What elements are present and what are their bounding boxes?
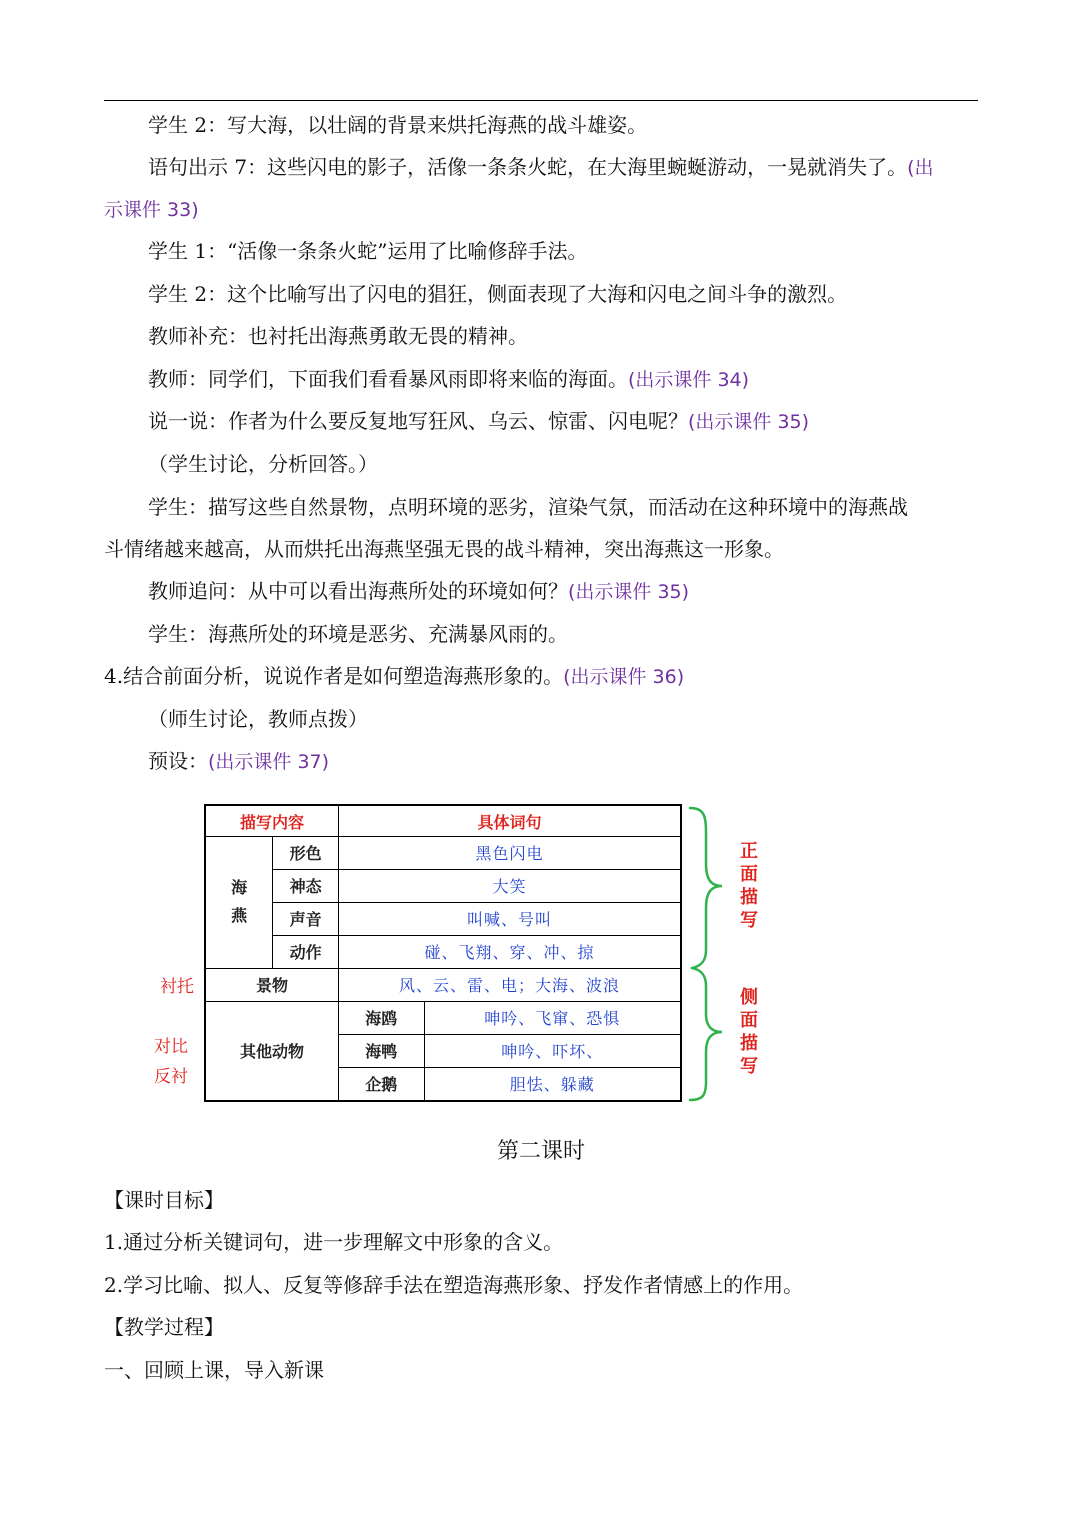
paragraph-2: [104, 154, 978, 181]
paragraph-7: [104, 408, 978, 435]
courseware-ref: (出示课件 36): [563, 666, 685, 688]
process-heading: 【教学过程】: [104, 1315, 224, 1339]
paragraph-text: 学生：描写这些自然景物，点明环境的恶劣，渲染气氛，而活动在这种环境中的海燕战: [148, 495, 908, 519]
brace-icon: [688, 802, 728, 1108]
paragraph-text: 教师追问：从中可以看出海燕所处的环境如何？: [148, 579, 568, 603]
row-label: 动作: [273, 935, 339, 968]
paragraph-2-cont: [104, 196, 978, 223]
paragraph-6: [104, 366, 978, 393]
lesson-goal-heading: 【课时目标】: [104, 1188, 224, 1212]
paragraph-3: [104, 238, 978, 264]
paragraph-11: [104, 621, 978, 647]
step-1-heading: 一、回顾上课，导入新课: [104, 1358, 324, 1382]
header-content: 描写内容: [205, 805, 338, 837]
goal-2: 2.学习比喻、拟人、反复等修辞手法在塑造海燕形象、抒发作者情感上的作用。: [104, 1273, 804, 1297]
row-value: 碰、飞翔、穿、冲、掠: [338, 935, 681, 968]
header-words: 具体词句: [338, 805, 681, 837]
paragraph-8: [104, 451, 978, 477]
indirect-description-label: 侧面描写: [740, 987, 758, 1077]
courseware-ref: (出示课件 35): [688, 411, 810, 433]
courseware-ref: 示课件 33): [104, 199, 199, 221]
paragraph-9: [104, 494, 978, 520]
row-value: 大笑: [338, 869, 681, 902]
paragraph-13: [104, 706, 978, 732]
paragraph-text: （学生讨论，分析回答。）: [148, 452, 378, 476]
paragraph-text: 学生：海燕所处的环境是恶劣、充满暴风雨的。: [148, 622, 568, 646]
paragraph-text: 预设：: [148, 749, 208, 773]
paragraph-text: 学生 2：这个比喻写出了闪电的猖狂，侧面表现了大海和闪电之间斗争的激烈。: [148, 282, 848, 306]
paragraph-text: 说一说：作者为什么要反复地写狂风、乌云、惊雷、闪电呢？: [148, 409, 688, 433]
scenery-label: 景物: [205, 968, 338, 1001]
description-table: [204, 804, 682, 1102]
animal-value: 呻吟、吓坏、: [424, 1034, 681, 1067]
contrast-label-2: 反衬: [154, 1067, 188, 1087]
contrast-label-1: 对比: [154, 1037, 188, 1057]
animal-name: 企鹅: [338, 1067, 424, 1101]
haiyan-image-diagram: [150, 800, 790, 1110]
paragraph-text: （师生讨论，教师点拨）: [148, 707, 368, 731]
row-value: 叫喊、号叫: [338, 902, 681, 935]
animal-value: 呻吟、飞窜、恐惧: [424, 1001, 681, 1034]
haiyan-cell: [205, 837, 273, 969]
paragraph-text: 斗情绪越来越高，从而烘托出海燕坚强无畏的战斗精神，突出海燕这一形象。: [104, 537, 784, 561]
brace-upper: [690, 808, 722, 968]
courseware-ref: (出示课件 37): [208, 751, 330, 773]
paragraph-1: [104, 112, 978, 138]
goal-1: 1.通过分析关键词句，进一步理解文中形象的含义。: [104, 1230, 564, 1254]
courseware-ref: (出示课件 35): [568, 581, 690, 603]
animal-name: 海鸭: [338, 1034, 424, 1067]
paragraph-14: [104, 748, 978, 775]
paragraph-4: [104, 281, 978, 307]
paragraph-5: [104, 323, 978, 349]
header-rule: [104, 100, 978, 101]
haiyan-label: 海燕: [231, 878, 248, 926]
paragraph-9-cont: [104, 536, 978, 562]
row-label: 神态: [273, 869, 339, 902]
direct-description-label: 正面描写: [740, 841, 758, 931]
courseware-ref: (出示课件 34): [628, 369, 750, 391]
scenery-value: 风、云、雷、电；大海、波浪: [338, 968, 681, 1001]
paragraph-text: 教师：同学们，下面我们看看暴风雨即将来临的海面。: [148, 367, 628, 391]
animal-name: 海鸥: [338, 1001, 424, 1034]
row-label: 声音: [273, 902, 339, 935]
paragraph-text: 学生 1：“活像一条条火蛇”运用了比喻修辞手法。: [148, 239, 588, 263]
section-title: 第二课时: [496, 1139, 585, 1164]
paragraph-text: 语句出示 7：这些闪电的影子，活像一条条火蛇，在大海里蜿蜒游动，一晃就消失了。: [148, 155, 908, 179]
animal-value: 胆怯、躲藏: [424, 1067, 681, 1101]
brace-lower: [690, 968, 722, 1100]
other-animals-label: 其他动物: [205, 1001, 338, 1101]
foil-label: 衬托: [160, 977, 194, 997]
paragraph-text: 4.结合前面分析，说说作者是如何塑造海燕形象的。: [104, 664, 564, 688]
paragraph-12: [104, 663, 978, 690]
paragraph-text: 教师补充：也衬托出海燕勇敢无畏的精神。: [148, 324, 528, 348]
paragraph-text: 学生 2：写大海，以壮阔的背景来烘托海燕的战斗雄姿。: [148, 113, 648, 137]
courseware-ref: (出: [907, 157, 934, 179]
row-label: 形色: [273, 837, 339, 870]
paragraph-10: [104, 578, 978, 605]
row-value: 黑色闪电: [338, 837, 681, 870]
